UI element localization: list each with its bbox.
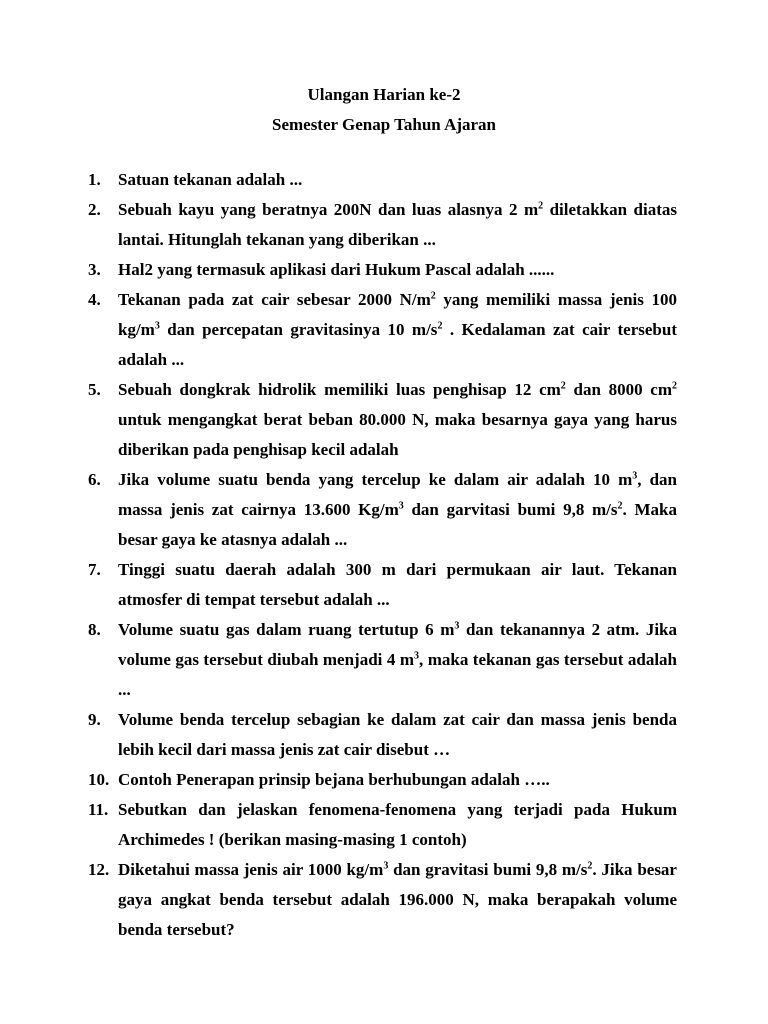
question-text [118,795,677,855]
question-text-segment: diletakkan diatas lantai. Hitunglah tekanan yang diberikan ... [118,200,677,249]
question-text-segment: Tekanan pada zat cair sebesar 2000 N/m [118,290,431,309]
superscript-exponent: 3 [632,470,638,482]
question-text-segment: Sebutkan dan jelaskan fenomena-fenomena yang terjadi pada Hukum Archimedes ! (berikan masing-masing 1 contoh) [118,800,677,849]
question-number: 2. [88,200,101,219]
question-number: 3. [88,260,101,279]
question-text-segment: Sebuah kayu yang beratnya 200N dan luas alasnya 2 m [118,200,539,219]
question-text [118,615,677,705]
question-text-segment: dan tekanannya 2 atm. Jika volume gas tersebut diubah menjadi 4 m [118,620,677,669]
question-text-segment: Contoh Penerapan prinsip bejana berhubungan adalah ….. [118,770,550,789]
question-text-segment: . Kedalaman zat cair tersebut adalah ... [118,320,677,369]
question-text-segment: dan garvitasi bumi 9,8 m/s [403,500,618,519]
superscript-exponent: 3 [454,620,460,632]
question-number: 12. [88,860,110,879]
question-number: 6. [88,470,101,489]
document-subtitle: Semester Genap Tahun Ajaran [271,115,497,134]
question-text-segment: , maka tekanan gas tersebut adalah ... [118,650,678,699]
superscript-exponent: 2 [672,380,677,392]
question-text [118,465,677,555]
question-item [88,255,677,285]
question-text [118,165,677,195]
question-item [88,705,677,765]
question-text-segment: dan 8000 cm [565,380,672,399]
question-text-segment: yang memiliki massa jenis 100 kg/m [118,290,677,339]
question-number: 8. [88,620,101,639]
question-text-segment: Hal2 yang termasuk aplikasi dari Hukum Pascal adalah ...... [118,260,555,279]
question-text-segment: Sebuah dongkrak hidrolik memiliki luas penghisap 12 cm [118,380,561,399]
question-number: 9. [88,710,101,729]
question-number: 10. [88,770,110,789]
document-title: Ulangan Harian ke-2 [307,85,461,104]
question-item [88,285,677,375]
question-number: 7. [88,560,101,579]
question-text-segment: Satuan tekanan adalah ... [118,170,303,189]
superscript-exponent: 2 [437,320,443,332]
question-item [88,195,677,255]
question-item [88,855,677,945]
question-text-segment: Diketahui massa jenis air 1000 kg/m [118,860,384,879]
question-text [118,855,677,945]
superscript-exponent: 2 [560,380,566,392]
question-item [88,615,677,705]
superscript-exponent: 3 [383,860,389,872]
question-text-segment: . Maka besar gaya ke atasnya adalah ... [118,500,677,549]
question-item [88,795,677,855]
superscript-exponent: 2 [538,200,544,212]
question-item [88,555,677,615]
question-text-segment: Jika volume suatu benda yang tercelup ke dalam air adalah 10 m [118,470,633,489]
superscript-exponent: 2 [430,290,436,302]
question-text [118,195,677,255]
superscript-exponent: 2 [587,860,593,872]
question-text [118,765,677,795]
question-number: 1. [88,170,101,189]
superscript-exponent: 3 [398,500,404,512]
question-number: 11. [88,800,109,819]
question-text-segment: untuk mengangkat berat beban 80.000 N, maka besarnya gaya yang harus diberikan pada penghisap kecil adalah [118,410,677,459]
superscript-exponent: 3 [154,320,160,332]
question-text [118,555,677,615]
question-text [118,285,677,375]
question-text-segment: dan percepatan gravitasinya 10 m/s [159,320,438,339]
question-item [88,765,677,795]
question-text-segment: . Jika besar gaya angkat benda tersebut adalah 196.000 N, maka berapakah volume benda tersebut? [118,860,677,939]
superscript-exponent: 2 [617,500,623,512]
question-number: 5. [88,380,101,399]
question-text-segment: dan gravitasi bumi 9,8 m/s [388,860,588,879]
question-text [118,255,677,285]
document-header [0,80,768,140]
question-item [88,465,677,555]
question-text-segment: Volume suatu gas dalam ruang tertutup 6 m [118,620,455,639]
question-text-segment: , dan massa jenis zat cairnya 13.600 Kg/m [118,470,677,519]
superscript-exponent: 3 [414,650,419,662]
question-text-segment: Tinggi suatu daerah adalah 300 m dari permukaan air laut. Tekanan atmosfer di tempat tersebut adalah ... [118,560,677,609]
question-list [88,165,677,945]
question-item [88,165,677,195]
question-number: 4. [88,290,101,309]
question-text [118,705,677,765]
question-text-segment: Volume benda tercelup sebagian ke dalam zat cair dan massa jenis benda lebih kecil dari massa jenis zat cair disebut … [118,710,677,759]
question-text [118,375,677,465]
question-item [88,375,677,465]
